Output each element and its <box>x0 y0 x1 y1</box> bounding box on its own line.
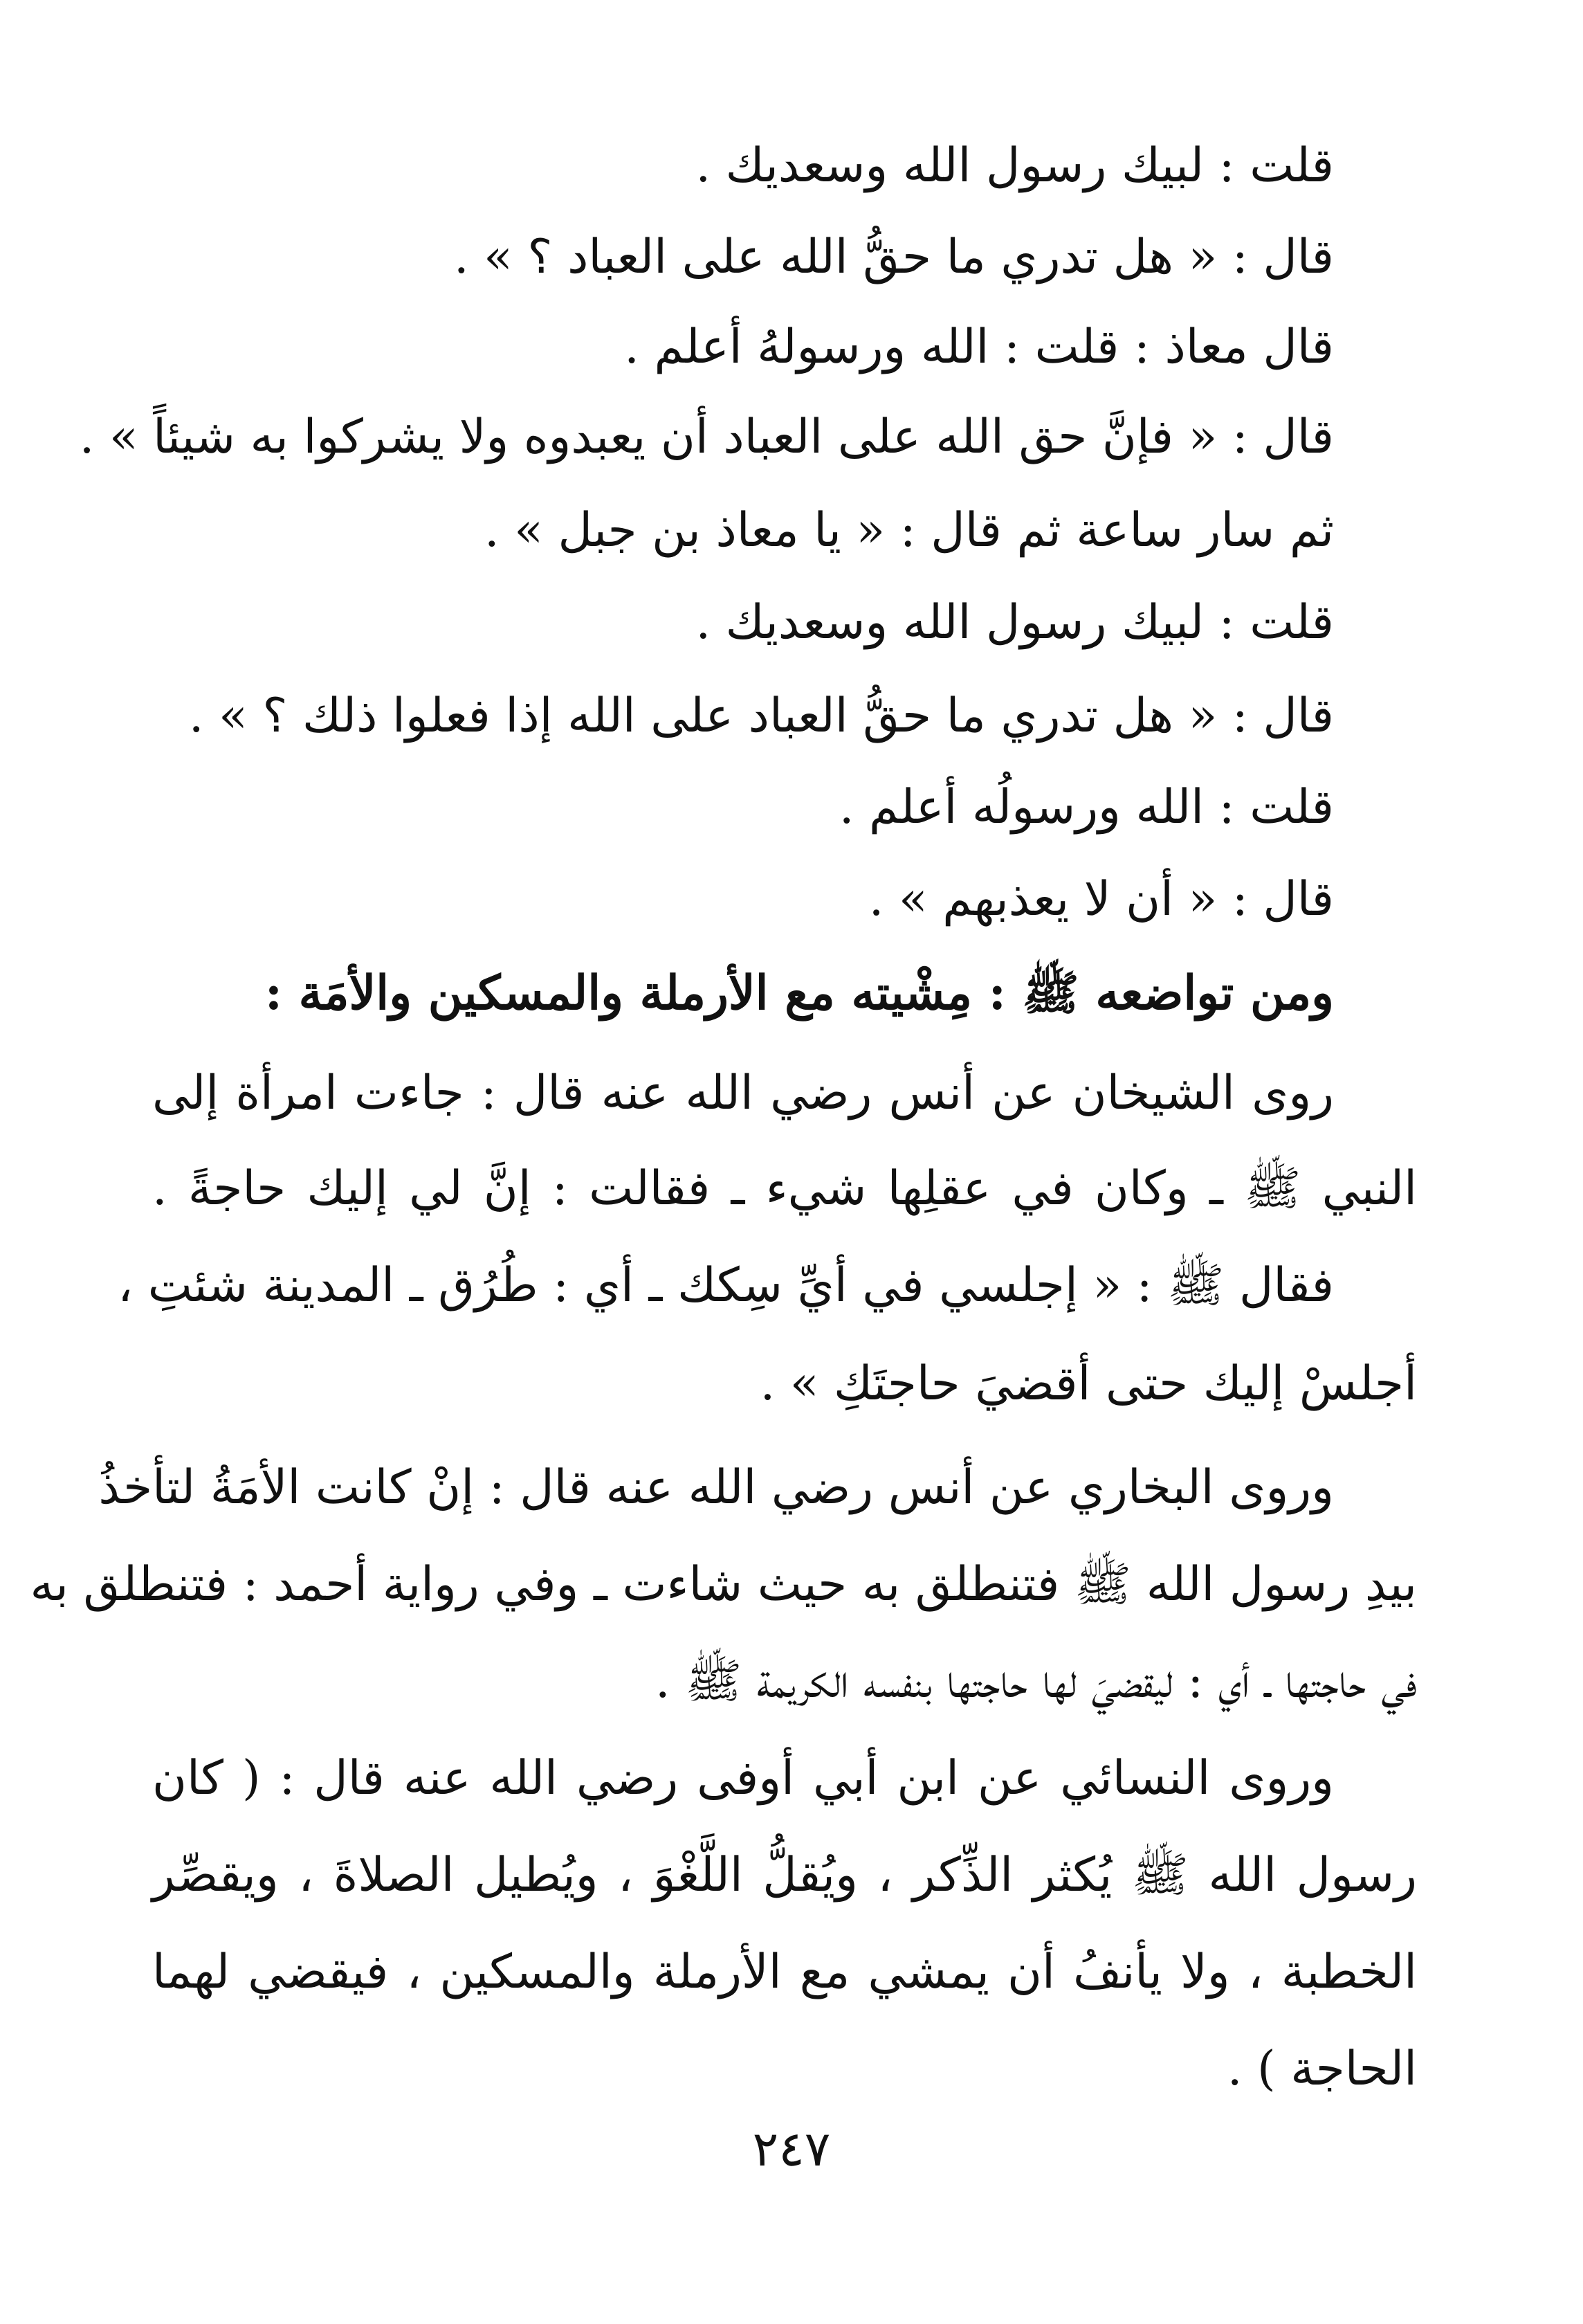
paragraph-1-line-3: فقال ﷺ : « إجلسي في أيِّ سِكك ـ أي : طُرُق ـ المدينة شئتِ ، <box>118 1258 1334 1313</box>
paragraph-3-line-2: رسول الله ﷺ يُكثر الذِّكر ، ويُقلُّ اللَّغْوَ ، ويُطيل الصلاةَ ، ويقصِّر <box>152 1848 1417 1903</box>
paragraph-2-line-1: وروى البخاري عن أنس رضي الله عنه قال : إنْ كانت الأمَةُ لتأخذُ <box>98 1460 1334 1515</box>
section-heading: ومن تواضعه ﷺ : مِشْيته مع الأرملة والمسكين والأمَة : <box>264 965 1334 1021</box>
text-line-6: قلت : لبيك رسول الله وسعديك . <box>695 595 1334 650</box>
text-line-8: قلت : الله ورسولُه أعلم . <box>839 780 1334 835</box>
text-line-9: قال : « أن لا يعذبهم » . <box>868 872 1334 927</box>
paragraph-1-line-2: النبي ﷺ ـ وكان في عقلِها شيء ـ فقالت : إنَّ لي إليك حاجةً . <box>152 1161 1417 1216</box>
page-number: ٢٤٧ <box>752 2121 831 2177</box>
paragraph-1-line-4: أجلسْ إليك حتى أقضيَ حاجتَكِ » . <box>760 1356 1417 1411</box>
paragraph-2-line-3: في حاجتها ـ أي : ليقضيَ لها حاجتها بنفسه الكريمة ﷺ . <box>655 1654 1417 1709</box>
text-line-3: قال معاذ : قلت : الله ورسولهُ أعلم . <box>624 320 1334 374</box>
paragraph-3-line-3: الخطبة ، ولا يأنفُ أن يمشي مع الأرملة والمسكين ، فيقضي لهما <box>152 1945 1417 1999</box>
paragraph-1-line-1: روى الشيخان عن أنس رضي الله عنه قال : جاءت امرأة إلى <box>152 1066 1334 1120</box>
paragraph-2-line-2: بيدِ رسول الله ﷺ فتنطلق به حيث شاءت ـ وفي رواية أحمد : فتنطلق به <box>30 1557 1417 1612</box>
paragraph-3-line-1: وروى النسائي عن ابن أبي أوفى رضي الله عنه قال : ( كان <box>152 1751 1334 1806</box>
text-line-2: قال : « هل تدري ما حقُّ الله على العباد ؟ » . <box>453 230 1334 284</box>
text-line-4: قال : « فإنَّ حق الله على العباد أن يعبدوه ولا يشركوا به شيئاً » . <box>79 410 1334 464</box>
text-line-7: قال : « هل تدري ما حقُّ العباد على الله إذا فعلوا ذلك ؟ » . <box>188 689 1334 743</box>
paragraph-3-line-4: الحاجة ) . <box>1227 2042 1417 2096</box>
text-line-5: ثم سار ساعة ثم قال : « يا معاذ بن جبل » . <box>484 503 1334 558</box>
text-line-1: قلت : لبيك رسول الله وسعديك . <box>695 138 1334 193</box>
